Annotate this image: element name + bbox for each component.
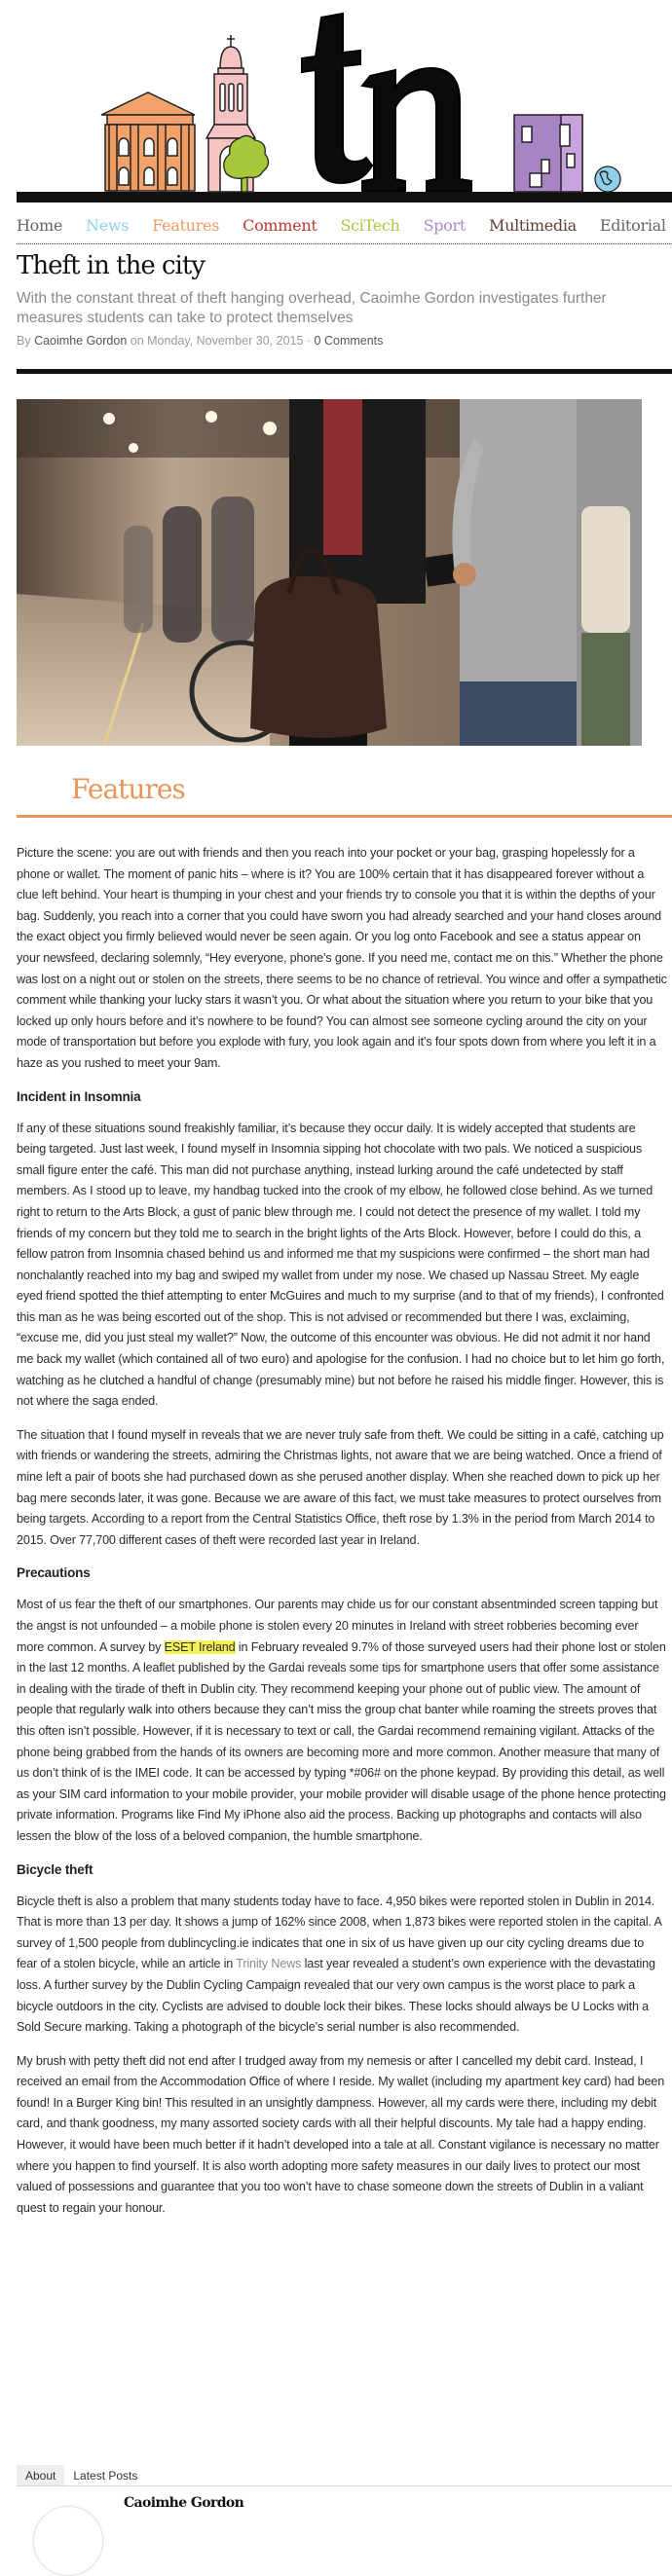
nav-item-news[interactable]: News — [86, 216, 130, 235]
subheading-precautions: Precautions — [17, 1565, 91, 1581]
nav-item-features[interactable]: Features — [152, 216, 220, 235]
nav-item-editorial[interactable]: Editorial — [599, 216, 666, 235]
main-nav — [17, 207, 672, 244]
nav-item-comment[interactable]: Comment — [243, 216, 317, 235]
nav-item-scitech[interactable]: SciTech — [340, 216, 400, 235]
author-box-tabs — [17, 2465, 672, 2486]
subheading-bicycle: Bicycle theft — [17, 1861, 93, 1877]
paragraph-text: Most of us fear the theft of our smartphones. Our parents may chide us for our constant absentminded screen tapping but the angst is not unfounded – a mobile phone is stolen every 20 minutes in Ireland with street robberies becoming ever more common. A survey by — [17, 1598, 658, 1654]
comments-count-link[interactable]: 0 Comments — [314, 334, 384, 348]
eset-ireland-link[interactable]: ESET Ireland — [164, 1639, 236, 1654]
byline — [17, 334, 383, 348]
nav-item-multimedia[interactable]: Multimedia — [488, 216, 577, 235]
masthead[interactable] — [0, 0, 672, 206]
nav-item-home[interactable]: Home — [17, 216, 63, 235]
hero-image — [17, 399, 642, 746]
paragraph — [17, 1892, 667, 2039]
article-body — [17, 843, 667, 2231]
article-subtitle: With the constant threat of theft hanging overhead, Caoimhe Gordon investigates further measures students can take to protect themselves — [17, 290, 607, 326]
header-divider — [17, 369, 672, 374]
author-name[interactable]: Caoimhe Gordon — [124, 2495, 244, 2511]
trinity-news-link[interactable]: Trinity News — [236, 1957, 302, 1971]
nav-item-sport[interactable]: Sport — [423, 216, 466, 235]
paragraph — [17, 1595, 667, 1847]
byline-author-link[interactable]: Caoimhe Gordon — [34, 334, 128, 348]
section-divider — [17, 815, 672, 818]
avatar — [33, 2506, 103, 2576]
byline-date: on Monday, November 30, 2015 · — [130, 334, 312, 348]
paragraph: If any of these situations sound freakishly familiar, it’s because they occur daily. It is widely accepted that students are being targeted. Just last week, I found myself in Insomnia sipping hot chocolate with two pals. We noticed a suspicious small figure enter the café. This man did not purchase anything, instead lurking around the café undetected by staff members. As I stood up to leave, my handbag tucked into the crook of my elbow, he followed close behind. As we turned right to return to the Arts Block, a gust of panic blew through me. I could not detect the presence of my wallet. I told my friends of my concern but they told me to search in the bright lights of the Arts Block. However, before I could do this, a fellow patron from Insomnia chased behind us and informed me that my suspicions were confirmed – the short man had nonchalantly reached into my bag and swiped my wallet from under my nose. We chased up Nassau Street. My eagle eyed friend spotted the thief attempting to enter McGuires and much to my surprise (and to that of my friends), I confronted this man as he was being escorted out of the shop. This is not advised or recommended but there I was, exclaiming, “excuse me, did you just steal my wallet?” Now, the outcome of this encounter was obvious. He did not admit it nor hand me back my wallet (which contained all of two euro) and apologise for the confusion. I had no choice but to let him go forth, watching as he clutched a handful of change (presumably mine) but not before he raised his middle finger. However, this is not where the saga ended. — [17, 1121, 665, 1409]
paragraph-text: Bicycle theft is also a problem that many students today have to face. 4,950 bikes were reported stolen in Dublin in 2014. That is more than 13 per day. It shows a jump of 162% since 2008, when 1,873 bikes were reported stolen in the capital. A survey of 1,500 people from dublincycling.ie indicates that one in six of us have given up our city cycling dreams due to fear of a stolen bicycle, while an article in — [17, 1894, 662, 1971]
tab-latest-posts[interactable]: Latest Posts — [73, 2469, 138, 2483]
paragraph-text: in February revealed 9.7% of those surveyed users had their phone lost or stolen in the last 12 months. A leaflet published by the Gardai reveals some tips for smartphone users that offer some assistance in dealing with the tirade of theft in Dublin city. They recommend keeping your phone out of public view. The amount of people that regularly walk into others because they can’t miss the group chat banter while roaming the streets proves that this often isn’t possible. However, if it is necessary to text or call, the Gardai recommend remaining vigilant. Attacks of the phone being grabbed from the hands of its owners are becoming more and more common. Another measure that many of us don’t think of is the IMEI code. It can be accessed by typing *#06# on the phone keypad. By providing this detail, as well as your SIM card information to your mobile provider, your mobile provider will disable usage of the phone hence protecting private information. Programs like Find My iPhone also aid the process. Backing up photographs and contacts will also lessen the blow of the loss of a beloved companion, the humble smartphone. — [17, 1639, 666, 1843]
subheading-incident: Incident in Insomnia — [17, 1088, 141, 1104]
paragraph: Picture the scene: you are out with friends and then you reach into your pocket or your bag, grasping hopelessly for a phone or wallet. The moment of panic hits – where is it? You are 100% certain that it has disappeared forever without a clue left behind. Your heart is thumping in your chest and your friends try to console you that it is within the depths of your bag. Suddenly, you reach into a corner that you could have sworn you had already searched and your hand closes around the exact object you firmly believed would never be seen again. Or you log onto Facebook and see a status appear on your newsfeed, declaring solemnly, “Hey everyone, phone’s gone. If you need me, contact me on this.” Whether the phone was lost on a night out or stolen on the streets, there seems to be no chance of retrieval. You wince and offer a sympathetic comment while thanking your lucky stars it wasn’t you. Or what about the situation where you return to your bike that you locked up only hours before and it’s nowhere to be found? You can almost see someone cycling around the city on your mode of transportation but before you explode with fury, you look again and it’s four spots down from where you left it in a haze as you rushed to meet your 9am. — [17, 846, 667, 1070]
article-title: Theft in the city — [17, 251, 205, 280]
paragraph: My brush with petty theft did not end after I trudged away from my nemesis or after I cancelled my debit card. Instead, I received an email from the Accommodation Office of where I reside. My wallet (including my apartment key card) had been found! In a Burger King bin! This resulted in an unsightly dampness. However, all my cards were there, including my debit card, and thank goodness, my many assorted society cards with all their helpful discounts. My tale had a happy ending. However, it would have been much better if it hadn’t developed into a tale at all. Constant vigilance is necessary no matter where you happen to find yourself. It is also worth adopting more safety measures in our daily lives to protect our most valued of possessions and guarantee that you too won’t have to chase someone down the streets of Dublin in a valiant quest to regain your honour. — [17, 2053, 665, 2215]
byline-by: By — [17, 334, 31, 348]
paragraph: The situation that I found myself in reveals that we are never truly safe from theft. We could be sitting in a café, catching up with friends or wandering the streets, admiring the Christmas lights, not aware that we are being watched. Once a friend of mine left a pair of boots she had purchased down as she perused another display. When she reached down to pick up her bag mere seconds later, it was gone. Because we are aware of this fact, we must take measures to protect ourselves from being targets. According to a report from the Central Statistics Office, theft rose by 1.3% in the period from March 2014 to 2015. Over 77,700 different cases of theft were recorded last year in Ireland. — [17, 1427, 664, 1547]
tab-about[interactable]: About — [17, 2465, 64, 2485]
paragraph-text: last year revealed a student’s own experience with the devastating loss. A further survey by the Dublin Cycling Campaign revealed that our very own campus is the worst place to park a bicycle outdoors in the city. Cyclists are advised to double lock their bikes. These locks should always be U Locks with a Sold Secure marking. Taking a photograph of the bicycle’s serial number is also recommended. — [17, 1957, 655, 2035]
trinity-news-logo-icon[interactable] — [0, 0, 672, 206]
section-heading[interactable]: Features — [71, 773, 185, 805]
